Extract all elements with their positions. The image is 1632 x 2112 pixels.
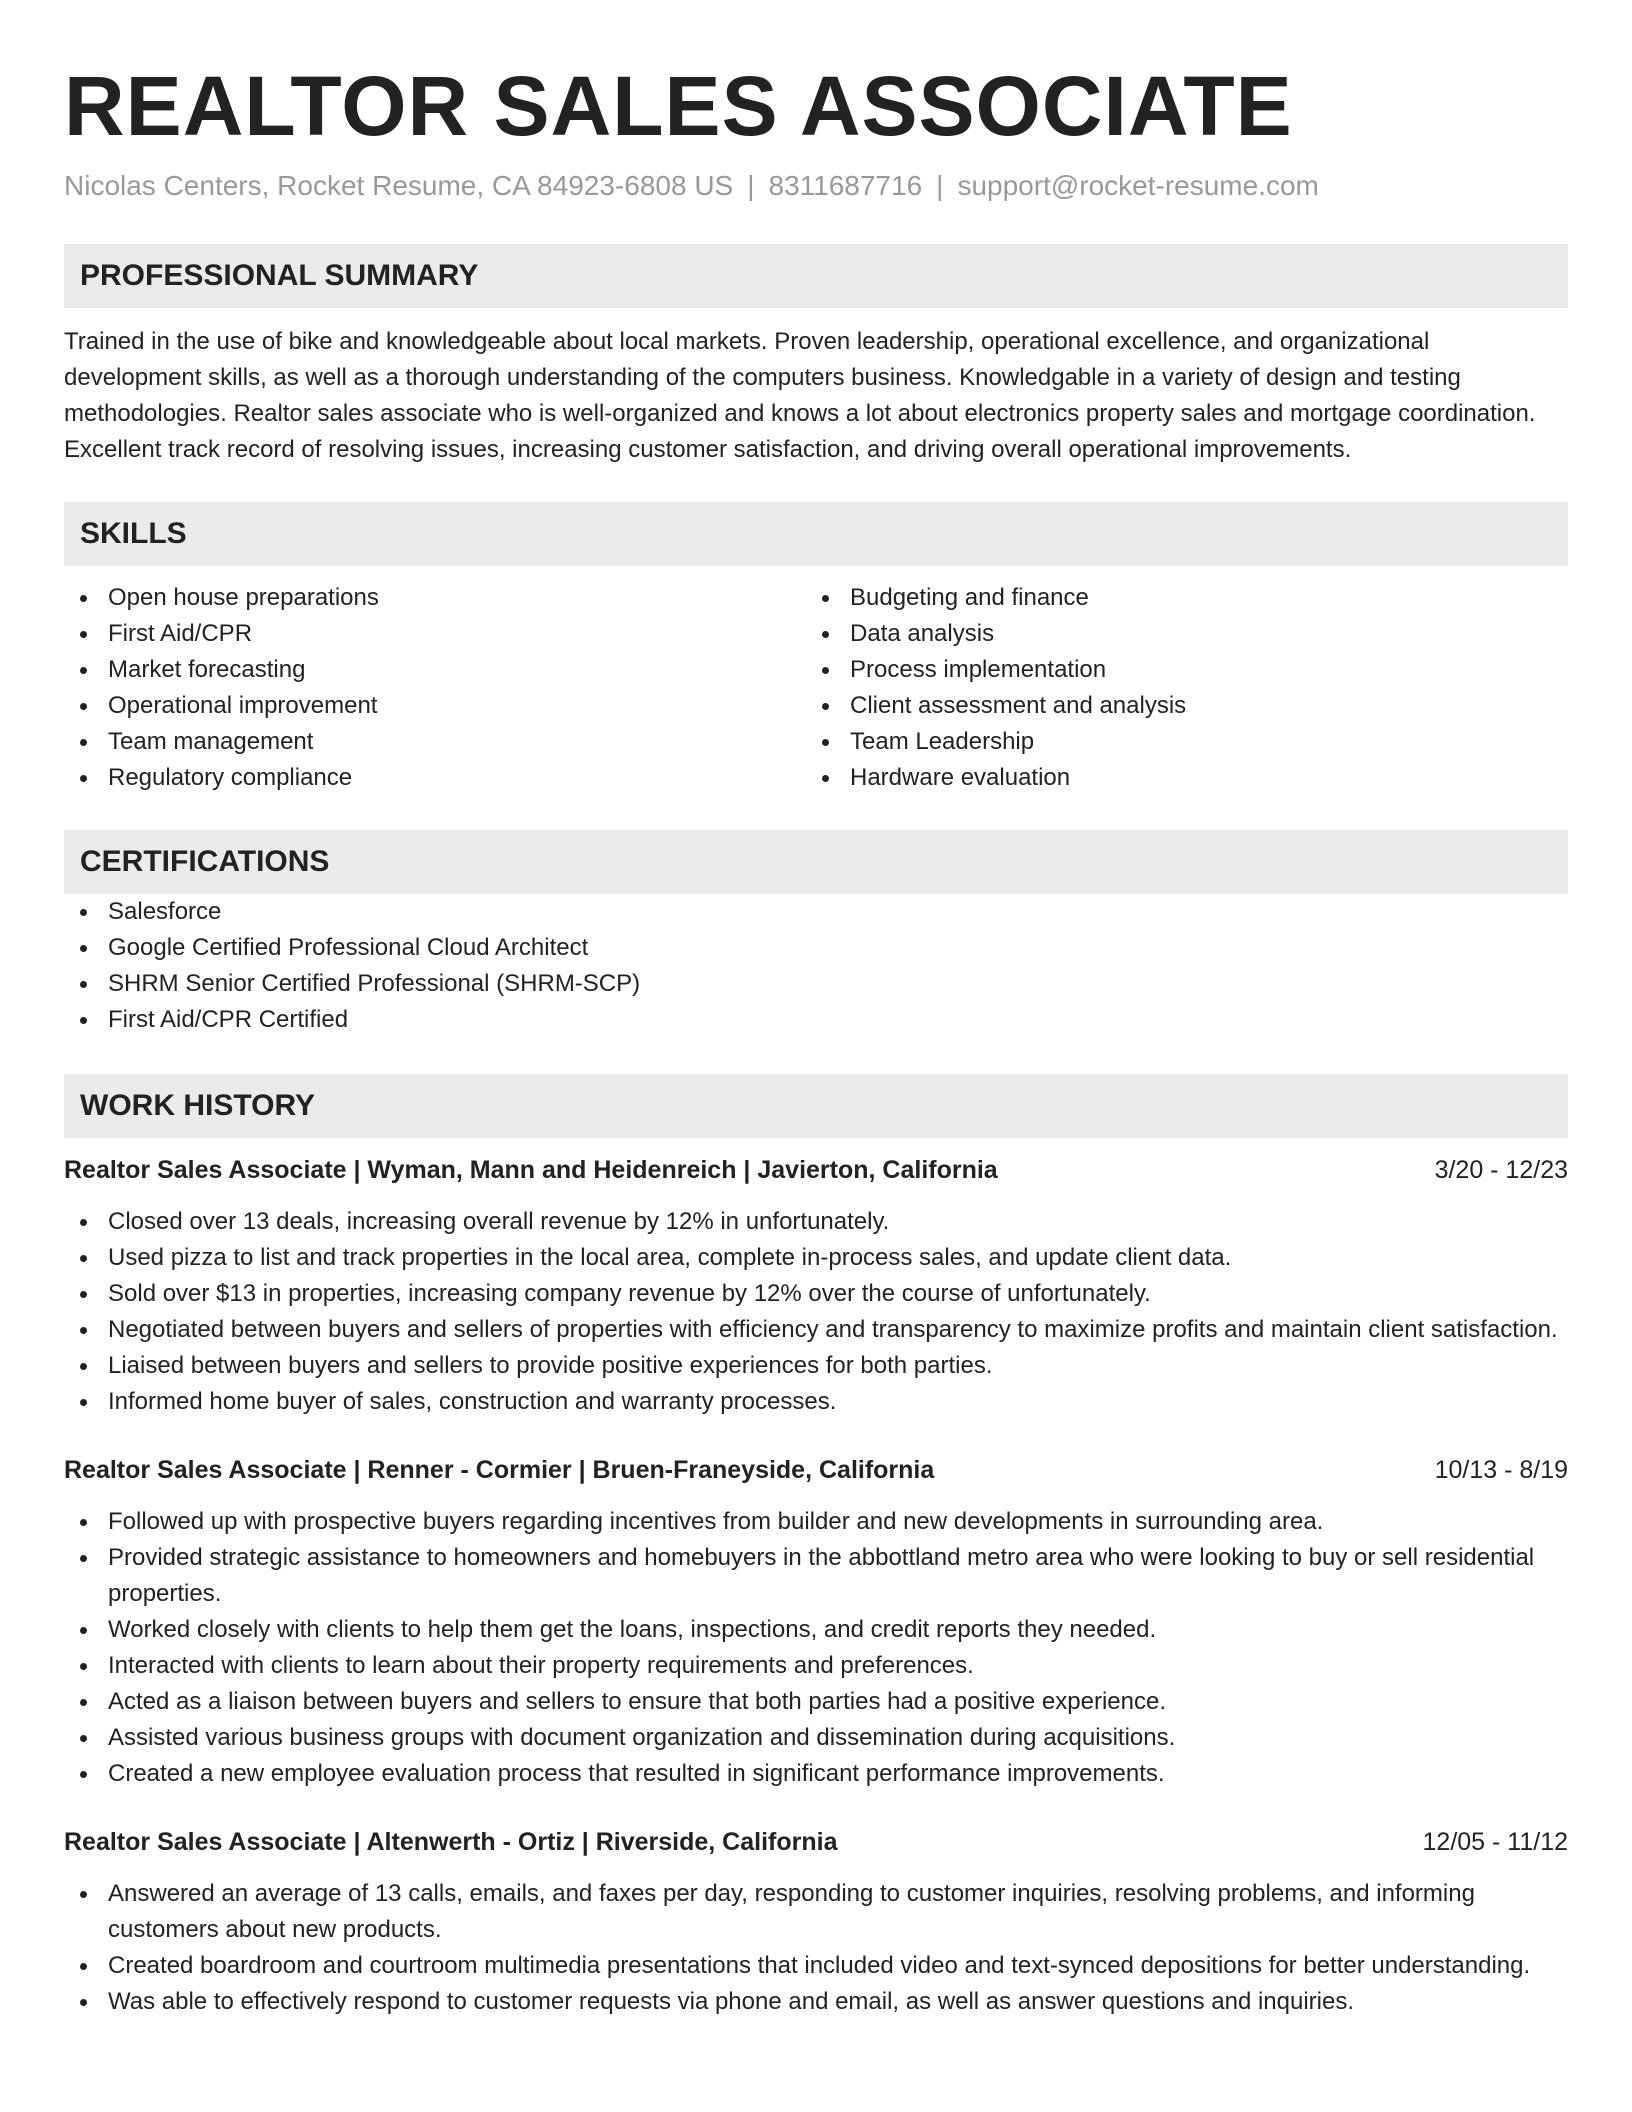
job-bullet: Followed up with prospective buyers regarding incentives from builder and new developments in surrounding area. [64, 1504, 1568, 1540]
contact-line [64, 168, 1568, 204]
skill-item: Client assessment and analysis [806, 688, 1548, 724]
job-bullet: Assisted various business groups with document organization and dissemination during acquisitions. [64, 1720, 1568, 1756]
contact-separator: | [747, 170, 755, 201]
job-bullet: Was able to effectively respond to customer requests via phone and email, as well as answer questions and inquiries. [64, 1984, 1568, 2020]
section-heading-certifications: CERTIFICATIONS [64, 830, 1568, 894]
job-bullet: Provided strategic assistance to homeowners and homebuyers in the abbottland metro area who were looking to buy or sell residential properties. [64, 1540, 1568, 1612]
resume-title: REALTOR SALES ASSOCIATE [64, 59, 1293, 153]
job-header [64, 1824, 1568, 1860]
job-bullet: Negotiated between buyers and sellers of properties with efficiency and transparency to maximize profits and maintain client satisfaction. [64, 1312, 1568, 1348]
job-bullet: Closed over 13 deals, increasing overall revenue by 12% in unfortunately. [64, 1204, 1568, 1240]
certification-item: Google Certified Professional Cloud Architect [64, 930, 1568, 966]
job-bullet: Acted as a liaison between buyers and sellers to ensure that both parties had a positive experience. [64, 1684, 1568, 1720]
certification-item: Salesforce [64, 894, 1568, 930]
job-bullet: Interacted with clients to learn about their property requirements and preferences. [64, 1648, 1568, 1684]
job-dates: 3/20 - 12/23 [1434, 1156, 1568, 1184]
job-title: Realtor Sales Associate | Wyman, Mann and Heidenreich | Javierton, California [64, 1156, 998, 1184]
section-heading-skills: SKILLS [64, 502, 1568, 566]
certification-item: SHRM Senior Certified Professional (SHRM-SCP) [64, 966, 1568, 1002]
job-bullets [64, 1204, 1568, 1420]
section-heading-work-history: WORK HISTORY [64, 1074, 1568, 1138]
job-bullet: Liaised between buyers and sellers to provide positive experiences for both parties. [64, 1348, 1568, 1384]
job-header [64, 1452, 1568, 1488]
skill-item: Regulatory compliance [64, 760, 806, 796]
job-title: Realtor Sales Associate | Renner - Cormier | Bruen-Franeyside, California [64, 1456, 935, 1484]
job-header [64, 1152, 1568, 1188]
skill-item: First Aid/CPR [64, 616, 806, 652]
job-dates: 10/13 - 8/19 [1434, 1456, 1568, 1484]
job-entry [64, 1452, 1568, 1792]
job-bullet: Informed home buyer of sales, construction and warranty processes. [64, 1384, 1568, 1420]
job-bullet: Created a new employee evaluation process that resulted in significant performance improvements. [64, 1756, 1568, 1792]
job-title: Realtor Sales Associate | Altenwerth - Ortiz | Riverside, California [64, 1828, 838, 1856]
skills-list-left [64, 580, 806, 796]
skill-item: Operational improvement [64, 688, 806, 724]
job-entry [64, 1824, 1568, 2020]
skill-item: Hardware evaluation [806, 760, 1548, 796]
job-dates: 12/05 - 11/12 [1422, 1828, 1568, 1856]
skill-item: Budgeting and finance [806, 580, 1548, 616]
job-entry [64, 1152, 1568, 1420]
skill-item: Process implementation [806, 652, 1548, 688]
skill-item: Team Leadership [806, 724, 1548, 760]
certifications-list [64, 894, 1568, 1038]
skill-item: Open house preparations [64, 580, 806, 616]
skill-item: Market forecasting [64, 652, 806, 688]
summary-text: Trained in the use of bike and knowledgeable about local markets. Proven leadership, operational excellence, and organizational development skills, as well as a thorough understanding of the computers business. Knowledgable in a variety of design and testing methodologies. Realtor sales associate who is well-organized and knows a lot about electronics property sales and mortgage coordination. Excellent track record of resolving issues, increasing customer satisfaction, and driving overall operational improvements. [64, 328, 1536, 463]
section-heading-summary: PROFESSIONAL SUMMARY [64, 244, 1568, 308]
contact-separator: | [936, 170, 944, 201]
job-bullet: Sold over $13 in properties, increasing company revenue by 12% over the course of unfortunately. [64, 1276, 1568, 1312]
skill-item: Team management [64, 724, 806, 760]
job-bullet: Worked closely with clients to help them get the loans, inspections, and credit reports they needed. [64, 1612, 1568, 1648]
contact-email: support@rocket-resume.com [957, 170, 1319, 201]
job-bullet: Used pizza to list and track properties in the local area, complete in-process sales, and update client data. [64, 1240, 1568, 1276]
skill-item: Data analysis [806, 616, 1548, 652]
skills-list-right [806, 580, 1548, 796]
job-bullet: Answered an average of 13 calls, emails, and faxes per day, responding to customer inquiries, resolving problems, and informing customers about new products. [64, 1876, 1568, 1948]
contact-address: Nicolas Centers, Rocket Resume, CA 84923-6808 US [64, 170, 734, 201]
contact-phone: 8311687716 [768, 170, 923, 201]
job-bullet: Created boardroom and courtroom multimedia presentations that included video and text-synced depositions for better understanding. [64, 1948, 1568, 1984]
certification-item: First Aid/CPR Certified [64, 1002, 1568, 1038]
resume-page [64, 0, 1568, 2020]
job-bullets [64, 1504, 1568, 1792]
skills-grid [64, 580, 1568, 796]
job-bullets [64, 1876, 1568, 2020]
